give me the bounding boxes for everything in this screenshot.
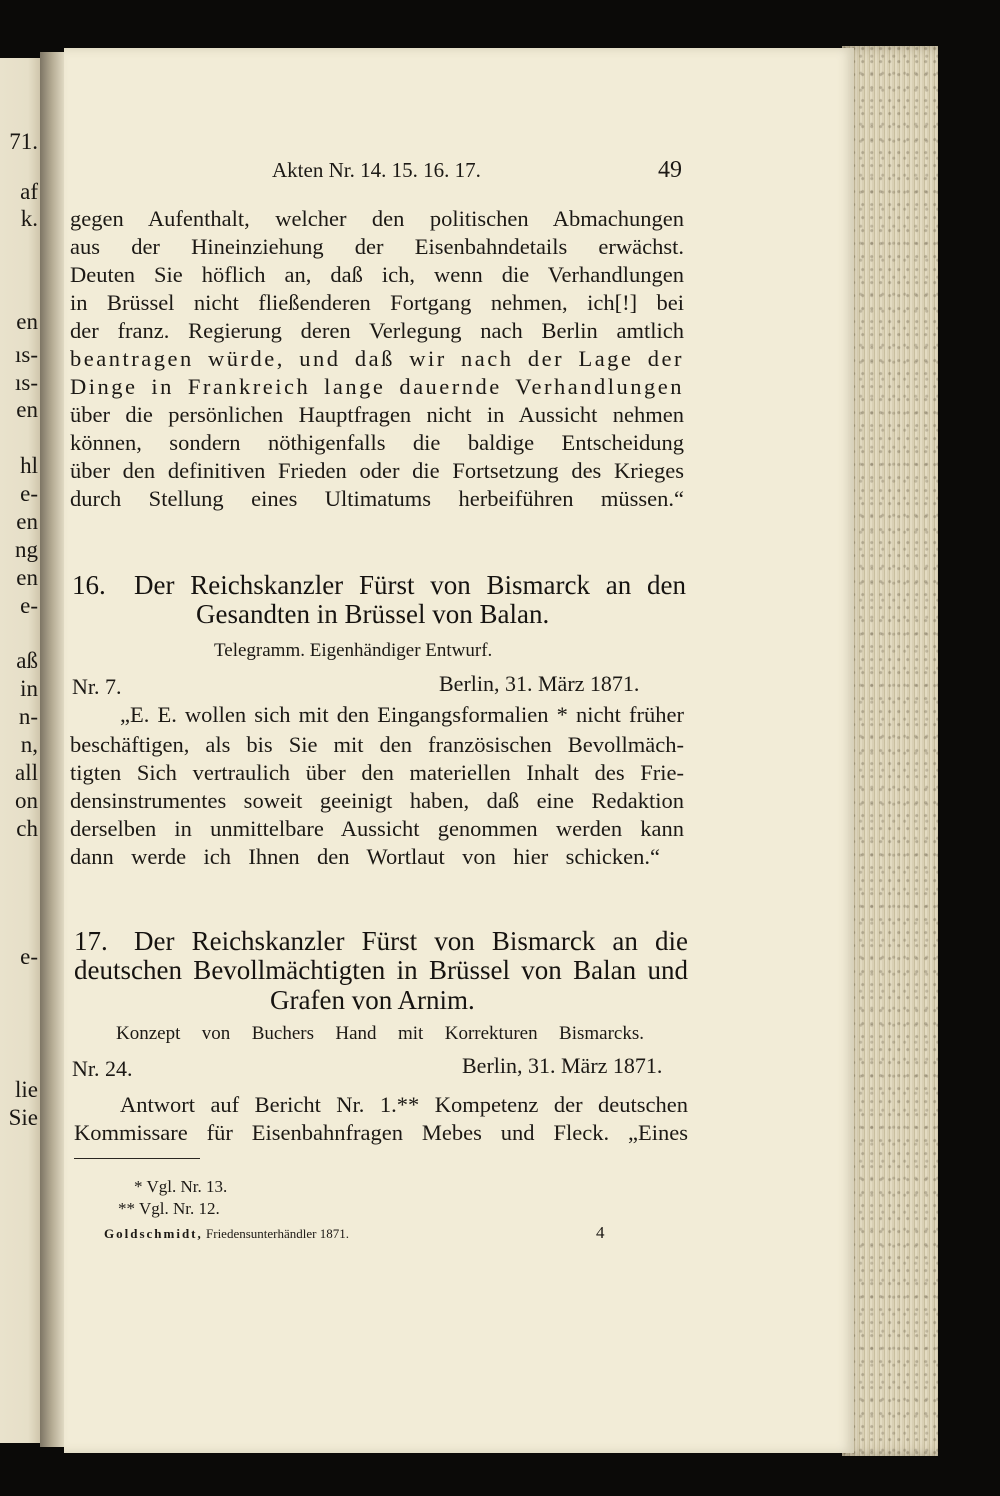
text-line: Dinge in Frankreich lange dauernde Verhandlungen <box>70 374 684 399</box>
text-line: beantragen würde, und daß wir nach der Lage der <box>70 346 684 371</box>
section-title: Der Reichskanzler Fürst von Bismarck an die <box>134 926 688 956</box>
section-subtitle: Telegramm. Eigenhändiger Entwurf. <box>214 640 493 661</box>
signature-author: Goldschmidt, <box>104 1226 203 1241</box>
section-number: 16. <box>72 570 106 600</box>
text-line: beschäftigen, als bis Sie mit den französischen Bevollmäch- <box>70 732 684 757</box>
document-reference: Nr. 24. <box>72 1056 133 1081</box>
previous-page-text-fragment: en <box>16 397 38 422</box>
previous-page-text-fragment: ıs- <box>15 370 38 395</box>
footnote: ** Vgl. Nr. 12. <box>118 1199 220 1218</box>
text-line: über die persönlichen Hauptfragen nicht in Aussicht nehmen <box>70 402 684 427</box>
text-line: können, sondern nöthigenfalls die baldige Entscheidung <box>70 430 684 455</box>
section-title: Gesandten in Brüssel von Balan. <box>196 599 550 629</box>
previous-page-text-fragment: en <box>16 565 38 590</box>
sheet-number: 4 <box>596 1223 605 1242</box>
previous-page-text-fragment: in <box>20 676 38 701</box>
previous-page-text-fragment: on <box>15 788 38 813</box>
text-line: durch Stellung eines Ultimatums herbeiführen müssen.“ <box>70 486 684 511</box>
section-title: deutschen Bevollmächtigten in Brüssel von Balan und <box>74 955 688 985</box>
previous-page-text-fragment: hl <box>20 453 38 478</box>
previous-page-text-fragment: e- <box>20 593 38 618</box>
signature-work: Friedensunterhändler 1871. <box>206 1226 349 1241</box>
text-line: dann werde ich Ihnen den Wortlaut von hier schicken.“ <box>70 844 660 869</box>
section-title: Der Reichskanzler Fürst von Bismarck an den <box>134 570 686 600</box>
page-stack-edge <box>842 46 938 1456</box>
page-number: 49 <box>658 157 682 183</box>
section-title: Grafen von Arnim. <box>270 985 475 1015</box>
text-line: derselben in unmittelbare Aussicht genommen werden kann <box>70 816 684 841</box>
footnote-rule <box>74 1158 200 1159</box>
previous-page-text-fragment: ng <box>15 537 38 562</box>
previous-page-text-fragment: af <box>20 179 38 204</box>
previous-page-text-fragment: n, <box>20 732 38 757</box>
text-line: aus der Hineinziehung der Eisenbahndetails erwächst. <box>70 234 684 259</box>
previous-page-text-fragment: en <box>16 309 38 334</box>
previous-page-text-fragment: ıs- <box>15 342 38 367</box>
previous-page-text-fragment: e- <box>20 481 38 506</box>
text-line: gegen Aufenthalt, welcher den politischen Abmachungen <box>70 206 684 231</box>
previous-page-text-fragment: aß <box>16 648 38 673</box>
footnote: * Vgl. Nr. 13. <box>134 1177 228 1196</box>
previous-page-edge <box>0 58 40 1443</box>
place-date: Berlin, 31. März 1871. <box>439 671 640 696</box>
text-line: densinstrumentes soweit geeinigt haben, daß eine Redaktion <box>70 788 684 813</box>
previous-page-text-fragment: k. <box>20 206 38 231</box>
text-line: „E. E. wollen sich mit den Eingangsformalien * nicht früher <box>120 702 684 727</box>
previous-page-text-fragment: Sie <box>8 1105 38 1130</box>
signature-line <box>104 1226 349 1242</box>
running-header: Akten Nr. 14. 15. 16. 17. <box>272 158 481 182</box>
place-date: Berlin, 31. März 1871. <box>462 1053 663 1078</box>
document-reference: Nr. 7. <box>72 674 122 699</box>
previous-page-text-fragment: en <box>16 509 38 534</box>
book-gutter <box>40 52 66 1447</box>
section-number: 17. <box>74 926 108 956</box>
previous-page-text-fragment: all <box>15 760 38 785</box>
text-line: über den definitiven Frieden oder die Fortsetzung des Krieges <box>70 458 684 483</box>
text-line: der franz. Regierung deren Verlegung nach Berlin amtlich <box>70 318 684 343</box>
previous-page-text-fragment: ch <box>16 816 38 841</box>
text-line: Deuten Sie höflich an, daß ich, wenn die Verhandlungen <box>70 262 684 287</box>
text-line: Kommissare für Eisenbahnfragen Mebes und Fleck. „Eines <box>74 1120 688 1145</box>
previous-page-text-fragment: lie <box>15 1077 38 1102</box>
section-subtitle: Konzept von Buchers Hand mit Korrekturen Bismarcks. <box>116 1023 644 1044</box>
text-line: in Brüssel nicht fließenderen Fortgang nehmen, ich[!] bei <box>70 290 684 315</box>
previous-page-text-fragment: 71. <box>9 129 38 154</box>
text-line: tigten Sich vertraulich über den materiellen Inhalt des Frie- <box>70 760 684 785</box>
text-line: Antwort auf Bericht Nr. 1.** Kompetenz der deutschen <box>120 1092 688 1117</box>
previous-page-text-fragment: e- <box>20 944 38 969</box>
previous-page-text-fragment: n- <box>18 704 38 729</box>
